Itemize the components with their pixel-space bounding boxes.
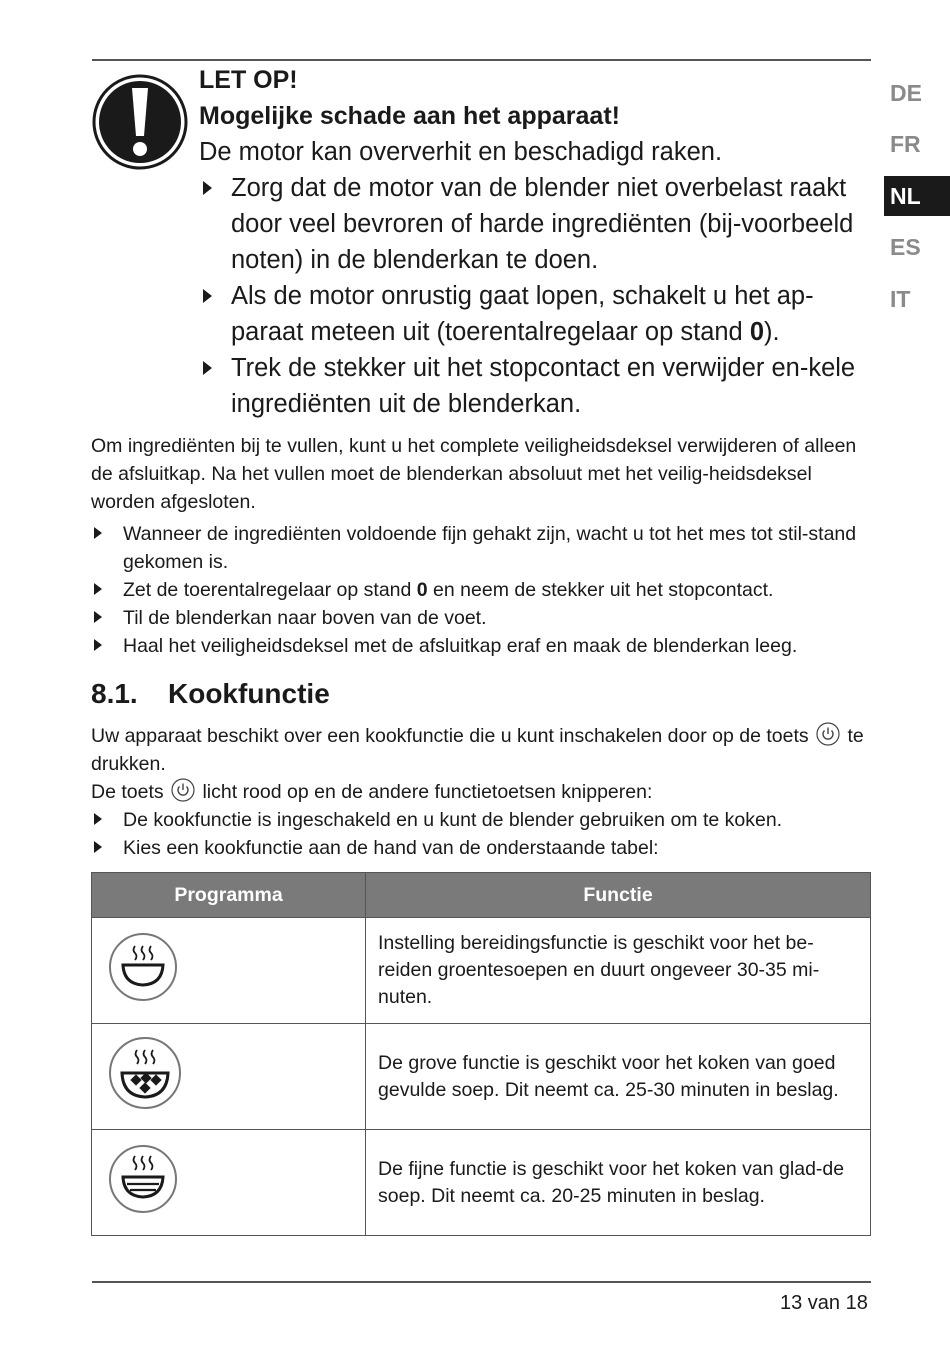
language-tab-it: IT [890, 286, 911, 312]
bullet-arrow-icon [94, 611, 102, 623]
cooking-bullet: Kies een kookfunctie aan de hand van de onderstaande tabel: [91, 834, 876, 862]
bowl-steam-icon [108, 932, 178, 1002]
language-tab-fr: FR [890, 131, 921, 157]
warning-bullet: Als de motor onrustig gaat lopen, schakelt u het ap-paraat meteen uit (toerentalregelaar op stand 0). [199, 278, 859, 350]
program-table [91, 872, 871, 1236]
step-item: Zet de toerentalregelaar op stand 0 en neem de stekker uit het stopcontact. [91, 576, 876, 604]
program-cell [92, 1024, 366, 1130]
bullet-arrow-icon [203, 361, 212, 375]
warning-title: LET OP! [199, 66, 298, 94]
table-header: Programma [92, 873, 366, 918]
warning-block [199, 62, 859, 422]
cooking-paragraph: Uw apparaat beschikt over een kookfunctie die u kunt inschakelen door op de toets te drukken. [91, 722, 876, 778]
program-cell [92, 918, 366, 1024]
power-icon [816, 722, 840, 746]
exclamation-icon [92, 74, 188, 170]
table-header-row [92, 873, 871, 918]
power-icon [171, 778, 195, 802]
page-number: 13 van 18 [780, 1292, 868, 1314]
section-number: 8.1. [91, 678, 138, 709]
table-row [92, 918, 871, 1024]
bullet-arrow-icon [94, 841, 102, 853]
footer-rule [92, 1281, 871, 1283]
cooking-bullet: De kookfunctie is ingeschakeld en u kunt de blender gebruiken om te koken. [91, 806, 876, 834]
table-row [92, 1130, 871, 1236]
cooking-intro [91, 722, 876, 862]
bullet-arrow-icon [94, 813, 102, 825]
refill-paragraph: Om ingrediënten bij te vullen, kunt u het complete veiligheidsdeksel verwijderen of alleen de afsluitkap. Na het vullen moet de blenderkan absoluut met het veilig-heidsdeksel worden afgesloten. [91, 435, 857, 513]
bowl-lines-icon [108, 1144, 178, 1214]
warning-intro: De motor kan oververhit en beschadigd raken. [199, 138, 723, 166]
refill-section [91, 432, 876, 660]
step-item: Haal het veiligheidsdeksel met de afsluitkap eraf en maak de blenderkan leeg. [91, 632, 876, 660]
table-header: Functie [366, 873, 871, 918]
warning-bullet: Trek de stekker uit het stopcontact en verwijder en-kele ingrediënten uit de blenderkan. [199, 350, 859, 422]
section-title: Kookfunctie [168, 678, 330, 709]
top-rule [92, 59, 871, 61]
function-cell: Instelling bereidingsfunctie is geschikt voor het be-reiden groentesoepen en duurt ongeveer 30-35 mi-nuten. [366, 918, 871, 1024]
bullet-arrow-icon [203, 181, 212, 195]
step-item: Til de blenderkan naar boven van de voet. [91, 604, 876, 632]
language-tab-nl: NL [884, 176, 950, 216]
warning-bullet: Zorg dat de motor van de blender niet overbelast raakt door veel bevroren of harde ingrediënten (bij-voorbeeld noten) in de blenderkan te doen. [199, 170, 859, 278]
program-cell [92, 1130, 366, 1236]
bullet-arrow-icon [203, 289, 212, 303]
language-tab-de: DE [890, 80, 922, 106]
bullet-arrow-icon [94, 527, 102, 539]
function-cell: De grove functie is geschikt voor het koken van goed gevulde soep. Dit neemt ca. 25-30 minuten in beslag. [366, 1024, 871, 1130]
bullet-arrow-icon [94, 583, 102, 595]
step-item: Wanneer de ingrediënten voldoende fijn gehakt zijn, wacht u tot het mes tot stil-stand gekomen is. [91, 520, 876, 576]
language-tab-es: ES [890, 234, 921, 260]
bowl-chunks-icon [108, 1036, 182, 1110]
table-row [92, 1024, 871, 1130]
bullet-arrow-icon [94, 639, 102, 651]
function-cell: De fijne functie is geschikt voor het koken van glad-de soep. Dit neemt ca. 20-25 minuten in beslag. [366, 1130, 871, 1236]
warning-subtitle: Mogelijke schade aan het apparaat! [199, 102, 620, 130]
cooking-paragraph: De toets licht rood op en de andere functietoetsen knipperen: [91, 778, 876, 806]
section-heading [91, 678, 330, 710]
